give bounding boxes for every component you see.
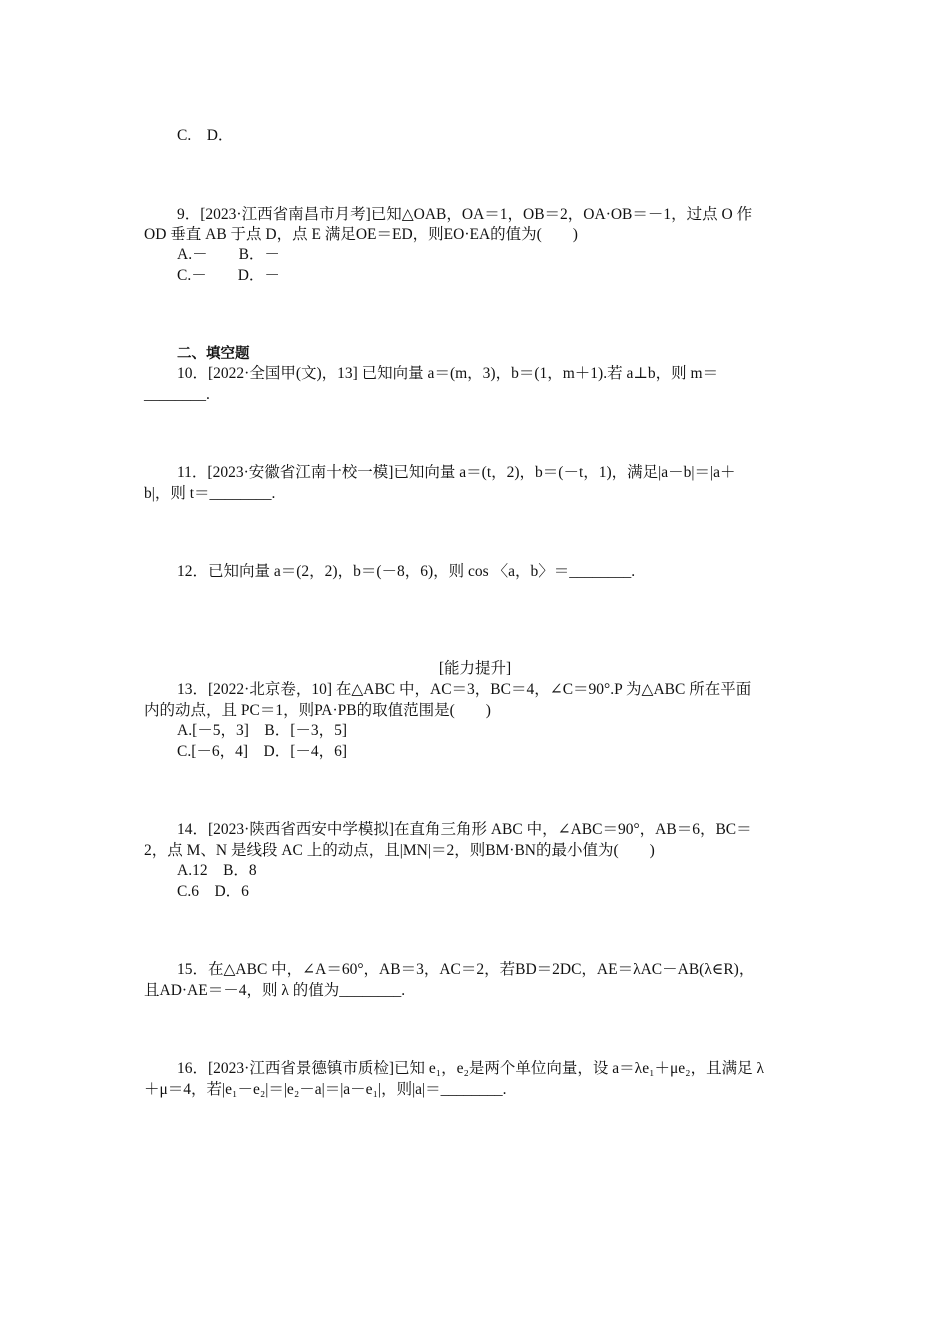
q14-options-ab: A.12 B．8: [177, 862, 257, 879]
q9-stem-line1: 9．[2023·江西省南昌市月考]已知△OAB，OA＝1，OB＝2，OA·OB＝－1，过点 O 作: [177, 206, 753, 223]
q10-stem-line2: ________.: [144, 386, 210, 403]
q13-options-ab: A.[－5，3] B．[－3，5]: [177, 722, 348, 739]
q8-options-cd: C. D．: [177, 127, 234, 144]
q13-stem-line1: 13．[2022·北京卷，10] 在△ABC 中，AC＝3，BC＝4，∠C＝90°.P 为△ABC 所在平面: [177, 681, 752, 698]
q13-options-cd: C.[－6，4] D．[－4，6]: [177, 743, 348, 760]
q11-stem-line1: 11．[2023·安徽省江南十校一模]已知向量 a＝(t，2)，b＝(－t，1)，满足|a－b|＝|a＋: [177, 464, 736, 481]
q9-stem-line2: OD 垂直 AB 于点 D，点 E 满足OE＝ED，则EO·EA的值为( ): [144, 226, 578, 243]
q9-options-ab: A.－ B．－: [177, 246, 280, 263]
q16-stem-line1: 16．[2023·江西省景德镇市质检]已知 e₁，e₂是两个单位向量，设 a＝λe₁＋μe₂，且满足 λ: [177, 1060, 764, 1077]
q9-options-cd: C.－ D．－: [177, 267, 280, 284]
section-heading-advance: [能力提升]: [438, 660, 512, 677]
section-heading-fill-in: 二、填空题: [177, 346, 250, 362]
q14-options-cd: C.6 D．6: [177, 883, 249, 900]
q15-stem-line1: 15．在△ABC 中，∠A＝60°，AB＝3，AC＝2，若BD＝2DC，AE＝λAC－AB(λ∈R)，: [177, 961, 755, 978]
q15-stem-line2: 且AD·AE＝－4，则 λ 的值为________.: [144, 982, 406, 999]
q16-stem-line2: ＋μ＝4，若|e₁－e₂|＝|e₂－a|＝|a－e₁|，则|a|＝________.: [144, 1081, 507, 1098]
q13-stem-line2: 内的动点，且 PC＝1，则PA·PB的取值范围是( ): [144, 702, 491, 719]
q12-stem-line1: 12．已知向量 a＝(2，2)，b＝(－8，6)，则 cos 〈a，b〉＝________.: [177, 563, 636, 580]
q14-stem-line1: 14．[2023·陕西省西安中学模拟]在直角三角形 ABC 中，∠ABC＝90°，AB＝6，BC＝: [177, 821, 752, 838]
q11-stem-line2: b|，则 t＝________.: [144, 485, 276, 502]
q10-stem-line1: 10．[2022·全国甲(文)，13] 已知向量 a＝(m，3)，b＝(1，m＋1).若 a⊥b，则 m＝: [177, 365, 719, 382]
q14-stem-line2: 2，点 M、N 是线段 AC 上的动点，且|MN|＝2，则BM·BN的最小值为( ): [144, 842, 655, 859]
